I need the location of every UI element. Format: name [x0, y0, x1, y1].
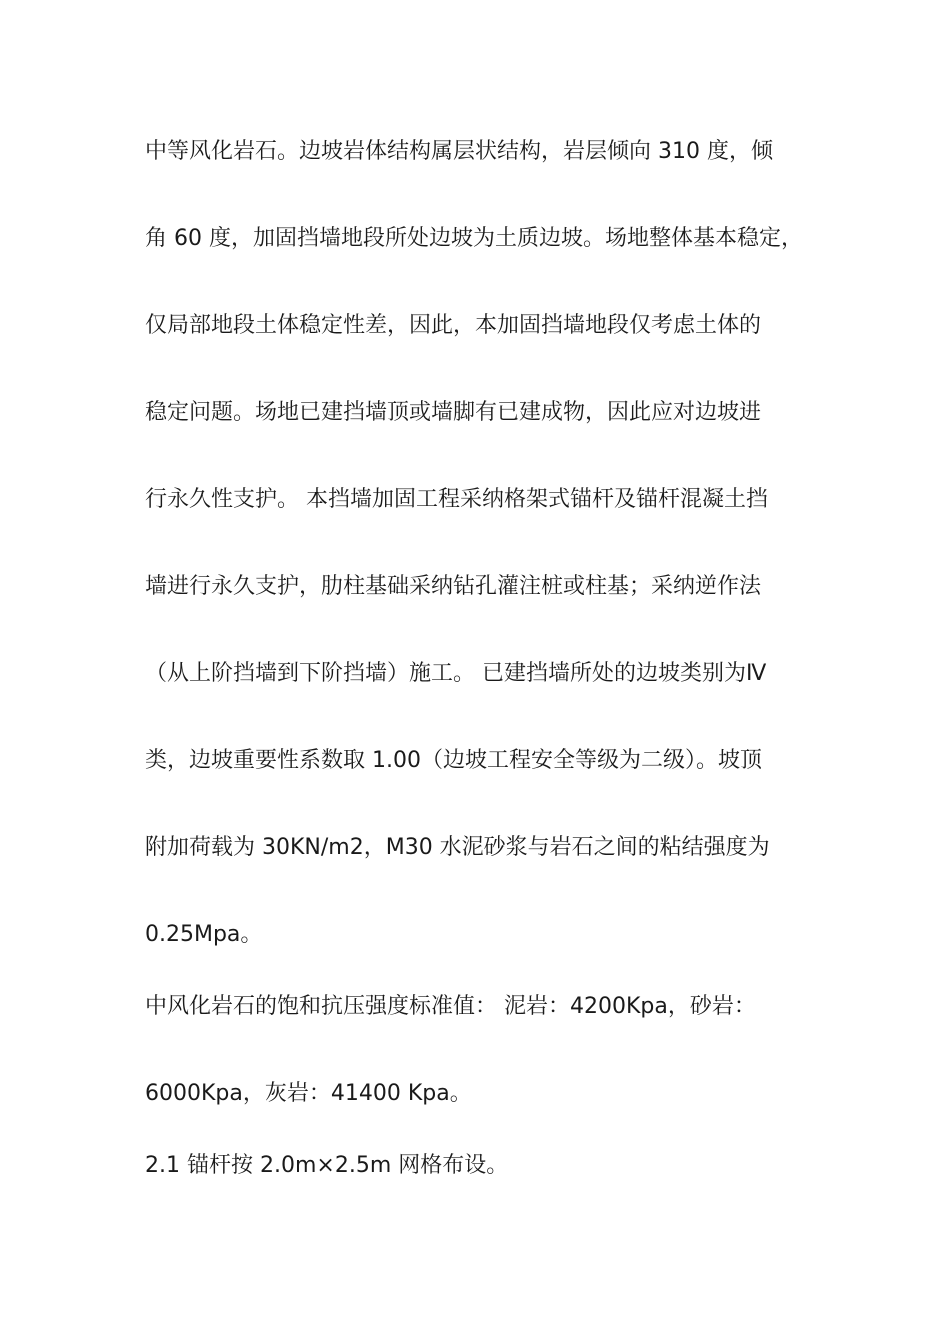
paragraph-line-3: 仅局部地段土体稳定性差，因此，本加固挡墙地段仅考虑土体的: [145, 313, 762, 338]
paragraph-line-1: 中等风化岩石。边坡岩体结构属层状结构，岩层倾向 310 度，倾: [145, 139, 773, 164]
paragraph-line-5: 行永久性支护。 本挡墙加固工程采纳格架式锚杆及锚杆混凝土挡: [145, 487, 768, 512]
paragraph-line-4: 稳定问题。场地已建挡墙顶或墙脚有已建成物，因此应对边坡进: [145, 400, 762, 425]
section-line-2-1: 2.1 锚杆按 2.0m×2.5m 网格布设。: [145, 1153, 509, 1178]
paragraph-line-2: 角 60 度，加固挡墙地段所处边坡为土质边坡。场地整体基本稳定，: [145, 226, 803, 251]
paragraph-line-9: 附加荷载为 30KN/m2，M30 水泥砂浆与岩石之间的粘结强度为: [145, 835, 770, 860]
paragraph-line-7: （从上阶挡墙到下阶挡墙）施工。 已建挡墙所处的边坡类别为Ⅳ: [145, 661, 767, 686]
paragraph-line-6: 墙进行永久支护，肋柱基础采纳钻孔灌注桩或柱基；采纳逆作法: [145, 574, 762, 599]
paragraph-line-11: 中风化岩石的饱和抗压强度标准值： 泥岩：4200Kpa，砂岩：: [145, 994, 756, 1019]
paragraph-line-10: 0.25Mpa。: [145, 922, 263, 947]
paragraph-line-12: 6000Kpa，灰岩：41400 Kpa。: [145, 1081, 472, 1106]
paragraph-line-8: 类，边坡重要性系数取 1.00（边坡工程安全等级为二级）。坡顶: [145, 748, 762, 773]
